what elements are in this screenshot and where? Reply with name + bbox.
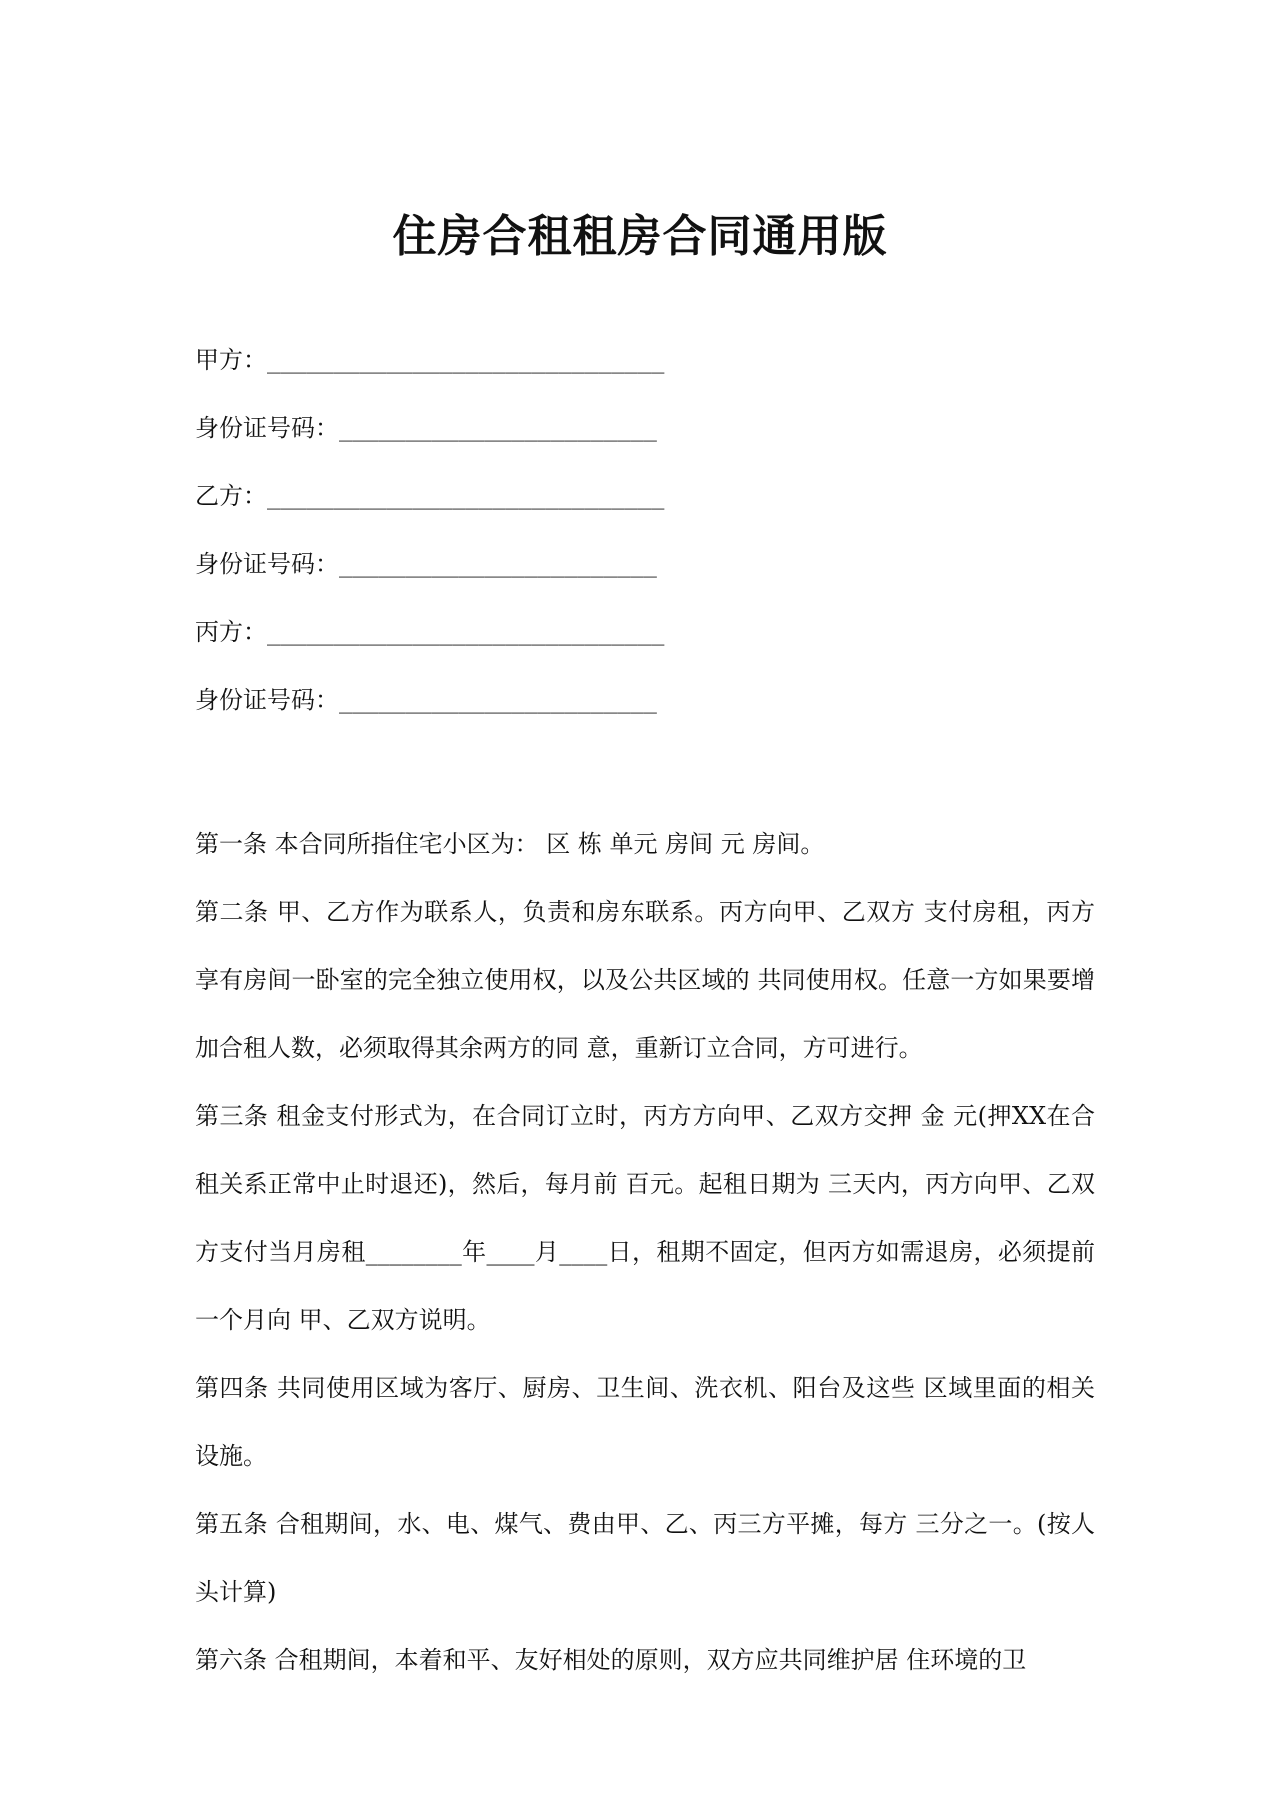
party-b-id-blank: ________________________ xyxy=(339,553,657,578)
party-a-line xyxy=(195,340,1095,408)
party-b-id-label: 身份证号码： xyxy=(195,550,339,578)
party-c-id-label: 身份证号码： xyxy=(195,686,339,714)
party-a-id-line xyxy=(195,408,1095,476)
article-4: 第四条 共同使用区域为客厅、厨房、卫生间、洗衣机、阳台及这些 区域里面的相关设施。 xyxy=(195,1374,1095,1470)
party-b-label: 乙方： xyxy=(195,482,267,510)
article-6: 第六条 合租期间，本着和平、友好相处的原则，双方应共同维护居 住环境的卫 xyxy=(195,1646,1027,1674)
party-b-id-line xyxy=(195,544,1095,612)
article-1: 第一条 本合同所指住宅小区为： 区 栋 单元 房间 元 房间。 xyxy=(195,830,825,858)
party-b-blank: ______________________________ xyxy=(267,485,665,510)
party-info-section xyxy=(195,340,1095,748)
article-3: 第三条 租金支付形式为，在合同订立时，丙方方向甲、乙双方交押 金 元(押XX在合租关系正常中止时退还)，然后，每月前 百元。起租日期为 三天内，丙方向甲、乙双方支付当月房租________年____月____日，租期不固定，但丙方如需退房，必须提前一个月向 甲、乙双方说明。 xyxy=(195,1102,1095,1334)
party-a-blank: ______________________________ xyxy=(267,349,665,374)
party-a-id-blank: ________________________ xyxy=(339,417,657,442)
party-c-id-blank: ________________________ xyxy=(339,689,657,714)
party-c-line xyxy=(195,612,1095,680)
party-b-line xyxy=(195,476,1095,544)
party-a-id-label: 身份证号码： xyxy=(195,414,339,442)
party-c-blank: ______________________________ xyxy=(267,621,665,646)
party-c-id-line xyxy=(195,680,1095,748)
article-5: 第五条 合租期间，水、电、煤气、费由甲、乙、丙三方平摊，每方 三分之一。(按人头计算) xyxy=(195,1510,1095,1606)
article-2: 第二条 甲、乙方作为联系人，负责和房东联系。丙方向甲、乙双方 支付房租，丙方享有房间一卧室的完全独立使用权，以及公共区域的 共同使用权。任意一方如果要增加合租人数，必须取得其余两方的同 意，重新订立合同，方可进行。 xyxy=(195,898,1095,1062)
party-a-label: 甲方： xyxy=(195,346,267,374)
party-c-label: 丙方： xyxy=(195,618,267,646)
document-title: 住房合租租房合同通用版 xyxy=(392,211,888,263)
contract-articles xyxy=(195,810,1095,1694)
